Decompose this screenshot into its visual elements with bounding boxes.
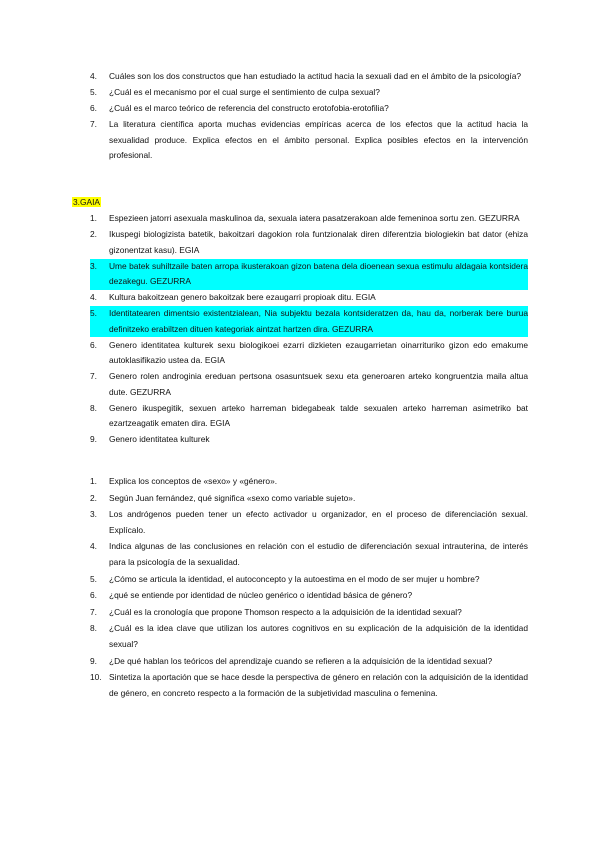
item-number: 7. (90, 119, 97, 130)
list-item (90, 227, 528, 258)
list-item-highlighted (90, 306, 528, 337)
section-title-text: 3.GAIA (73, 197, 100, 207)
item-text: Indica algunas de las conclusiones en relación con el estudio de diferenciación sexual intrauterina, de interés para la psicología de la sexualidad. (109, 541, 528, 567)
list-item (90, 621, 528, 652)
item-number: 6. (90, 103, 97, 114)
item-text: Ume batek suhiltzaile baten arropa ikusterakoan gizon batena dela dioenean sexua estimulu aldagaia kontsidera dezakegu. GEZURRA (109, 260, 528, 287)
list-item (90, 670, 528, 701)
item-text: ¿De qué hablan los teóricos del aprendizaje cuando se refieren a la adquisición de la identidad sexual? (109, 655, 493, 666)
list-item (90, 539, 528, 570)
item-number: 4. (90, 71, 97, 81)
item-text: Espezieen jatorri asexuala maskulinoa da, sexuala iatera pasatzerakoan alde femeninoa sortu zen. GEZURRA (109, 213, 520, 223)
item-number: 10. (90, 672, 102, 683)
item-text: Sintetiza la aportación que se hace desde la perspectiva de género en relación con la adquisición de la identidad de género, en concreto respecto a la formación de la subjetividad masculina o femenina. (109, 672, 528, 698)
item-text: ¿qué se entiende por identidad de núcleo genérico o identidad básica de género? (109, 590, 413, 601)
list-item (90, 507, 528, 538)
item-number: 2. (90, 492, 97, 503)
list-item-highlighted (90, 259, 528, 290)
list-item (90, 572, 528, 588)
item-number: 6. (90, 590, 97, 601)
item-number: 8. (90, 402, 97, 413)
list-item (90, 491, 528, 507)
item-text: Los andrógenos pueden tener un efecto activador u organizador, en el proceso de diferenciación sexual. Explícalo. (109, 509, 528, 535)
item-text: ¿Cuál es la idea clave que utilizan los autores cognitivos en su explicación de la adquisición de la identidad sexual? (109, 623, 528, 649)
true-false-list (90, 211, 528, 448)
item-text: Según Juan fernández, qué significa «sexo como variable sujeto». (109, 492, 356, 503)
item-number: 3. (90, 260, 97, 271)
item-number: 5. (90, 573, 97, 584)
list-item (90, 654, 528, 670)
list-item (90, 101, 528, 117)
item-text: Kultura bakoitzean genero bakoitzak bere ezaugarri propioak ditu. EGIA (109, 292, 376, 303)
item-text: ¿Cuál es el mecanismo por el cual surge el sentimiento de culpa sexual? (109, 87, 380, 98)
item-number: 6. (90, 339, 97, 350)
list-item (90, 117, 528, 164)
question-list-a (90, 69, 528, 165)
item-number: 2. (90, 228, 97, 239)
list-item (90, 474, 528, 490)
item-number: 1. (90, 213, 97, 223)
item-text: ¿Cómo se articula la identidad, el autoconcepto y la autoestima en el modo de ser mujer u hombre? (109, 573, 480, 584)
section-title (72, 196, 101, 208)
item-text: ¿Cuál es el marco teórico de referencia del constructo erotofobia-erotofilia? (109, 103, 389, 114)
list-item (90, 69, 528, 85)
list-item (90, 588, 528, 604)
item-text: Ikuspegi biologizista batetik, bakoitzari dagokion rola funtzionalak diren diferentzia biologiekin bat dator (ehiza gizonentzat kasu). EGIA (109, 228, 528, 255)
question-list-c (90, 474, 528, 702)
item-text: Explica los conceptos de «sexo» y «género». (109, 476, 278, 486)
item-number: 5. (90, 308, 97, 319)
list-item (90, 369, 528, 400)
item-number: 1. (90, 476, 97, 486)
list-item (90, 290, 528, 306)
item-text: Genero ikuspegitik, sexuen arteko harreman bidegabeak talde sexualen arteko harreman asimetriko bat ezartzeagatik ematen dira. EGIA (109, 402, 528, 429)
item-text: Genero identitatea kulturek (109, 434, 210, 445)
item-number: 5. (90, 87, 97, 98)
list-item (90, 211, 528, 227)
item-number: 7. (90, 371, 97, 382)
item-text: Identitatearen dimentsio existentzialean, Nia subjektu bezala kontsideratzen da, hau da, norberak bere burua definitzeko erabiltzen dituen kategoriak aintzat hartzen dira. GEZURRA (109, 308, 528, 334)
item-number: 9. (90, 434, 97, 445)
item-number: 4. (90, 292, 97, 303)
item-text: Cuáles son los dos constructos que han estudiado la actitud hacia la sexuali dad en el ámbito de la psicología? (109, 71, 522, 81)
list-item (90, 432, 528, 448)
list-item (90, 605, 528, 621)
item-number: 3. (90, 509, 97, 520)
list-item (90, 338, 528, 369)
list-item (90, 401, 528, 432)
item-text: Genero identitatea kulturek sexu biologikoei ezarri dizkieten ezaugarrietan oinarrituriko gizon edo emakume autoklasifikazio ustea da. EGIA (109, 339, 528, 366)
item-text: ¿Cuál es la cronología que propone Thomson respecto a la adquisición de la identidad sexual? (109, 606, 462, 617)
list-item (90, 85, 528, 101)
item-number: 4. (90, 541, 97, 552)
item-text: Genero rolen androginia ereduan pertsona osasuntsuek sexu eta generoaren arteko kongruentzia maila altua dute. GEZURRA (109, 371, 528, 397)
item-number: 9. (90, 655, 97, 666)
item-text: La literatura científica aporta muchas evidencias empíricas acerca de los efectos que la actitud hacia la sexualidad produce. Explica efectos en el ámbito personal. Explica posibles efectos en la intervención profesional. (109, 119, 528, 161)
item-number: 7. (90, 606, 97, 617)
item-number: 8. (90, 623, 97, 634)
